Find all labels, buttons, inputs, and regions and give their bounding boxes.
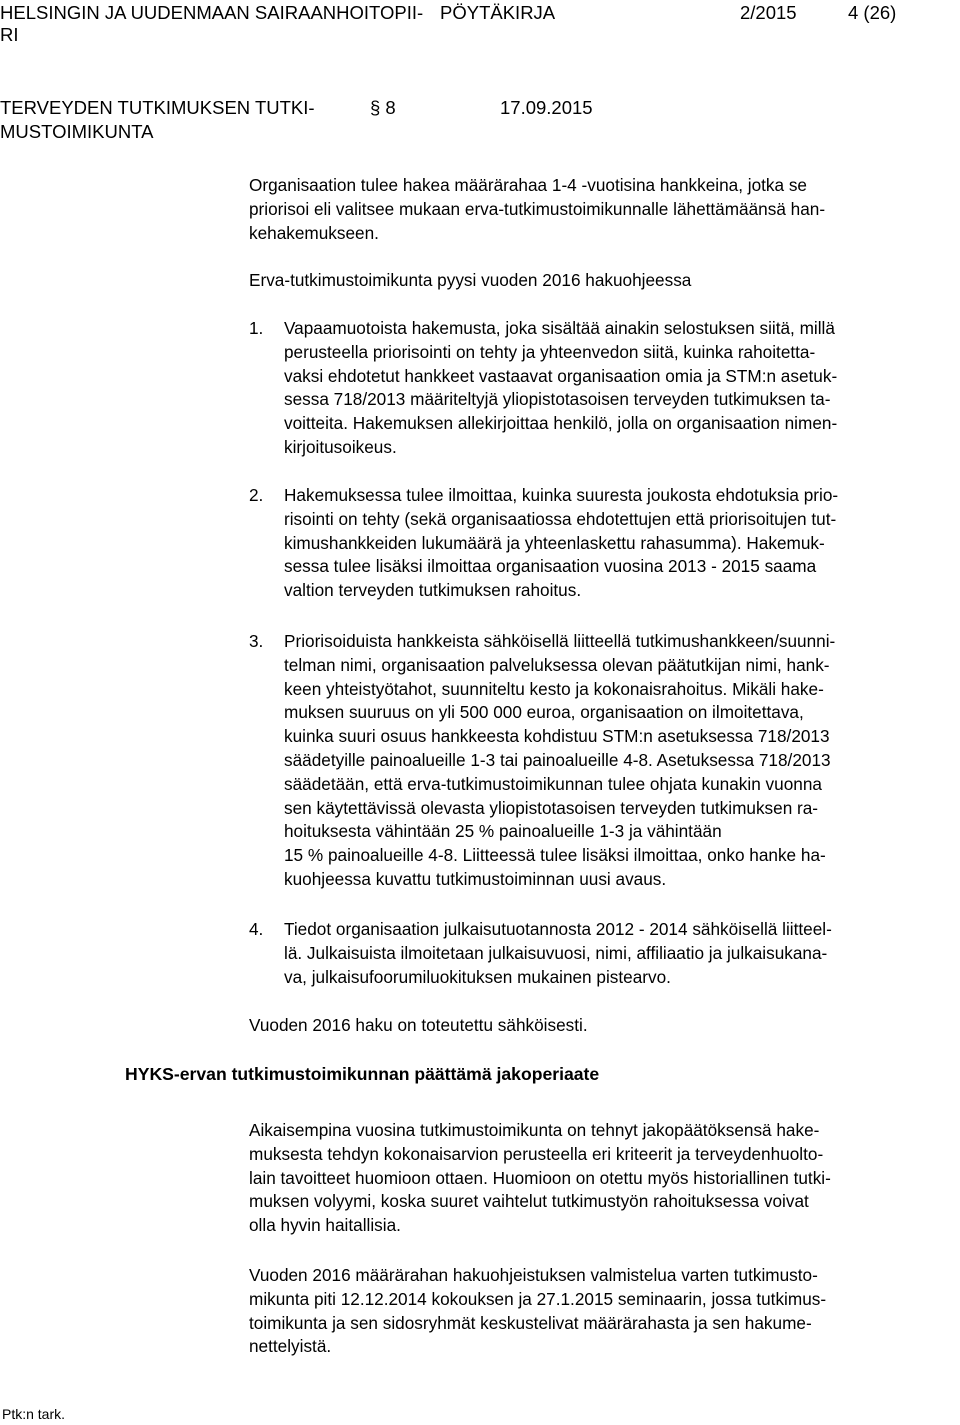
list-item-line: kuinka suuri osuus hankkeesta kohdistuu STM:n asetuksessa 718/2013 <box>284 726 830 747</box>
intro-line: Organisaation tulee hakea määrärahaa 1-4 -vuotisina hankkeina, jotka se <box>249 175 807 195</box>
list-item-line: telman nimi, organisaation palveluksessa olevan päätutkijan nimi, hank- <box>284 654 830 675</box>
request-text: Erva-tutkimustoimikunta pyysi vuoden 2016 hakuohjeessa <box>249 270 692 290</box>
list-item-line: hoituksesta vähintään 25 % painoalueille 1-3 ja vähintään <box>284 821 722 842</box>
section-paragraph-1 <box>249 1119 949 1238</box>
paragraph-line: nettelyistä. <box>249 1336 332 1357</box>
header-org-line1: HELSINGIN JA UUDENMAAN SAIRAANHOITOPII- <box>0 2 424 23</box>
header-date: 17.09.2015 <box>500 97 593 118</box>
list-item-line: kuohjeessa kuvattu tutkimustoiminnan uusi avaus. <box>284 868 667 889</box>
list-item-line: valtion terveyden tutkimuksen rahoitus. <box>284 580 582 601</box>
list-item-4 <box>284 918 960 989</box>
section-paragraph-2 <box>249 1264 949 1359</box>
list-item-number: 4. <box>249 919 264 939</box>
intro-line: priorisoi eli valitsee mukaan erva-tutkimustoimikunnalle lähettämäänsä han- <box>249 198 826 219</box>
header-doc-number: 2/2015 <box>740 2 797 23</box>
paragraph-line: Vuoden 2016 määrärahan hakuohjeistuksen valmistelua varten tutkimusto- <box>249 1265 818 1285</box>
paragraph-line: muksen volyymi, koska suuret vaihtelut tutkimustyön rahoituksessa voivat <box>249 1191 809 1212</box>
electronic-note-text: Vuoden 2016 haku on toteutettu sähköisesti. <box>249 1015 588 1035</box>
list-item-line: sen käytettävissä olevasta yliopistotasoisen terveyden tutkimuksen ra- <box>284 797 819 818</box>
list-item-number: 2. <box>249 485 264 505</box>
list-item-line: sessa tulee lisäksi ilmoittaa organisaation vuosina 2013 - 2015 saama <box>284 556 817 577</box>
list-item-line: va, julkaisufoorumiluokituksen mukainen pistearvo. <box>284 966 671 987</box>
intro-line: kehakemukseen. <box>249 222 379 243</box>
list-item-line: lä. Julkaisuista ilmoitetaan julkaisuvuosi, nimi, affiliaatio ja julkaisukana- <box>284 942 828 963</box>
header-body-line1: TERVEYDEN TUTKIMUKSEN TUTKI- <box>0 97 315 118</box>
list-item-line: risointi on tehty (sekä organisaatiossa ehdotettujen että priorisoitujen tut- <box>284 508 837 529</box>
paragraph-line: lain tavoitteet huomioon ottaen. Huomioon on otettu myös historiallinen tutki- <box>249 1167 831 1188</box>
list-item-1 <box>284 317 960 460</box>
list-item-line: muksen suuruus on yli 500 000 euroa, organisaation on ilmoitettava, <box>284 702 804 723</box>
header-section-symbol: § 8 <box>370 97 396 118</box>
list-item-line: vaksi ehdotetut hankkeet vastaavat organisaation omia ja STM:n asetuk- <box>284 365 838 386</box>
electronic-note <box>249 1014 949 1038</box>
list-item-line: Hakemuksessa tulee ilmoittaa, kuinka suuresta joukosta ehdotuksia prio- <box>284 485 839 505</box>
list-item-line: Tiedot organisaation julkaisutuotannosta 2012 - 2014 sähköisellä liitteel- <box>284 919 832 939</box>
list-item-line: Vapaamuotoista hakemusta, joka sisältää ainakin selostuksen siitä, millä <box>284 318 835 338</box>
header-page-count: 4 (26) <box>848 2 897 23</box>
section-heading: HYKS-ervan tutkimustoimikunnan päättämä jakoperiaate <box>125 1064 600 1084</box>
list-item-line: kirjoitusoikeus. <box>284 436 397 457</box>
list-item-line: voitteita. Hakemuksen allekirjoittaa henkilö, jolla on organisaation nimen- <box>284 413 838 434</box>
list-item-line: säädetyille painoalueille 1-3 tai painoalueille 4-8. Asetuksessa 718/2013 <box>284 749 831 770</box>
list-item-line: keen yhteistyötahot, suunniteltu kesto ja kokonaisrahoitus. Mikäli hake- <box>284 678 824 699</box>
list-item-line: Priorisoiduista hankkeista sähköisellä liitteellä tutkimushankkeen/suunni- <box>284 631 836 651</box>
list-item-number: 3. <box>249 631 264 651</box>
list-item-3 <box>284 630 960 892</box>
list-item-2 <box>284 484 960 603</box>
paragraph-line: toimikunta ja sen sidosryhmät keskustelivat määrärahasta ja sen hakume- <box>249 1312 812 1333</box>
footer-label: Ptk:n tark. <box>2 1406 66 1422</box>
paragraph-line: mikunta piti 12.12.2014 kokouksen ja 27.1.2015 seminaarin, jossa tutkimus- <box>249 1288 827 1309</box>
paragraph-line: muksesta tehdyn kokonaisarvion perusteella eri kriteerit ja terveydenhuolto- <box>249 1143 824 1164</box>
paragraph-line: Aikaisempina vuosina tutkimustoimikunta on tehnyt jakopäätöksensä hake- <box>249 1120 820 1140</box>
list-item-line: sessa 718/2013 määriteltyjä yliopistotasoisen terveyden tutkimuksen ta- <box>284 389 831 410</box>
header-body-line2: MUSTOIMIKUNTA <box>0 121 154 142</box>
request-line <box>249 269 949 293</box>
list-item-line: kimushankkeiden lukumäärä ja yhteenlaskettu rahasumma). Hakemuk- <box>284 532 825 553</box>
intro-paragraph <box>249 174 949 245</box>
list-item-line: 15 % painoalueille 4-8. Liitteessä tulee lisäksi ilmoittaa, onko hanke ha- <box>284 845 826 866</box>
paragraph-line: olla hyvin haitallisia. <box>249 1215 401 1236</box>
header-org-line2: RI <box>0 24 19 45</box>
list-item-line: säädetään, että erva-tutkimustoimikunnan tulee ohjata kunakin vuonna <box>284 773 822 794</box>
header-doc-type: PÖYTÄKIRJA <box>440 2 556 23</box>
list-item-line: perusteella priorisointi on tehty ja yhteenvedon siitä, kuinka rahoitetta- <box>284 341 816 362</box>
list-item-number: 1. <box>249 318 264 338</box>
